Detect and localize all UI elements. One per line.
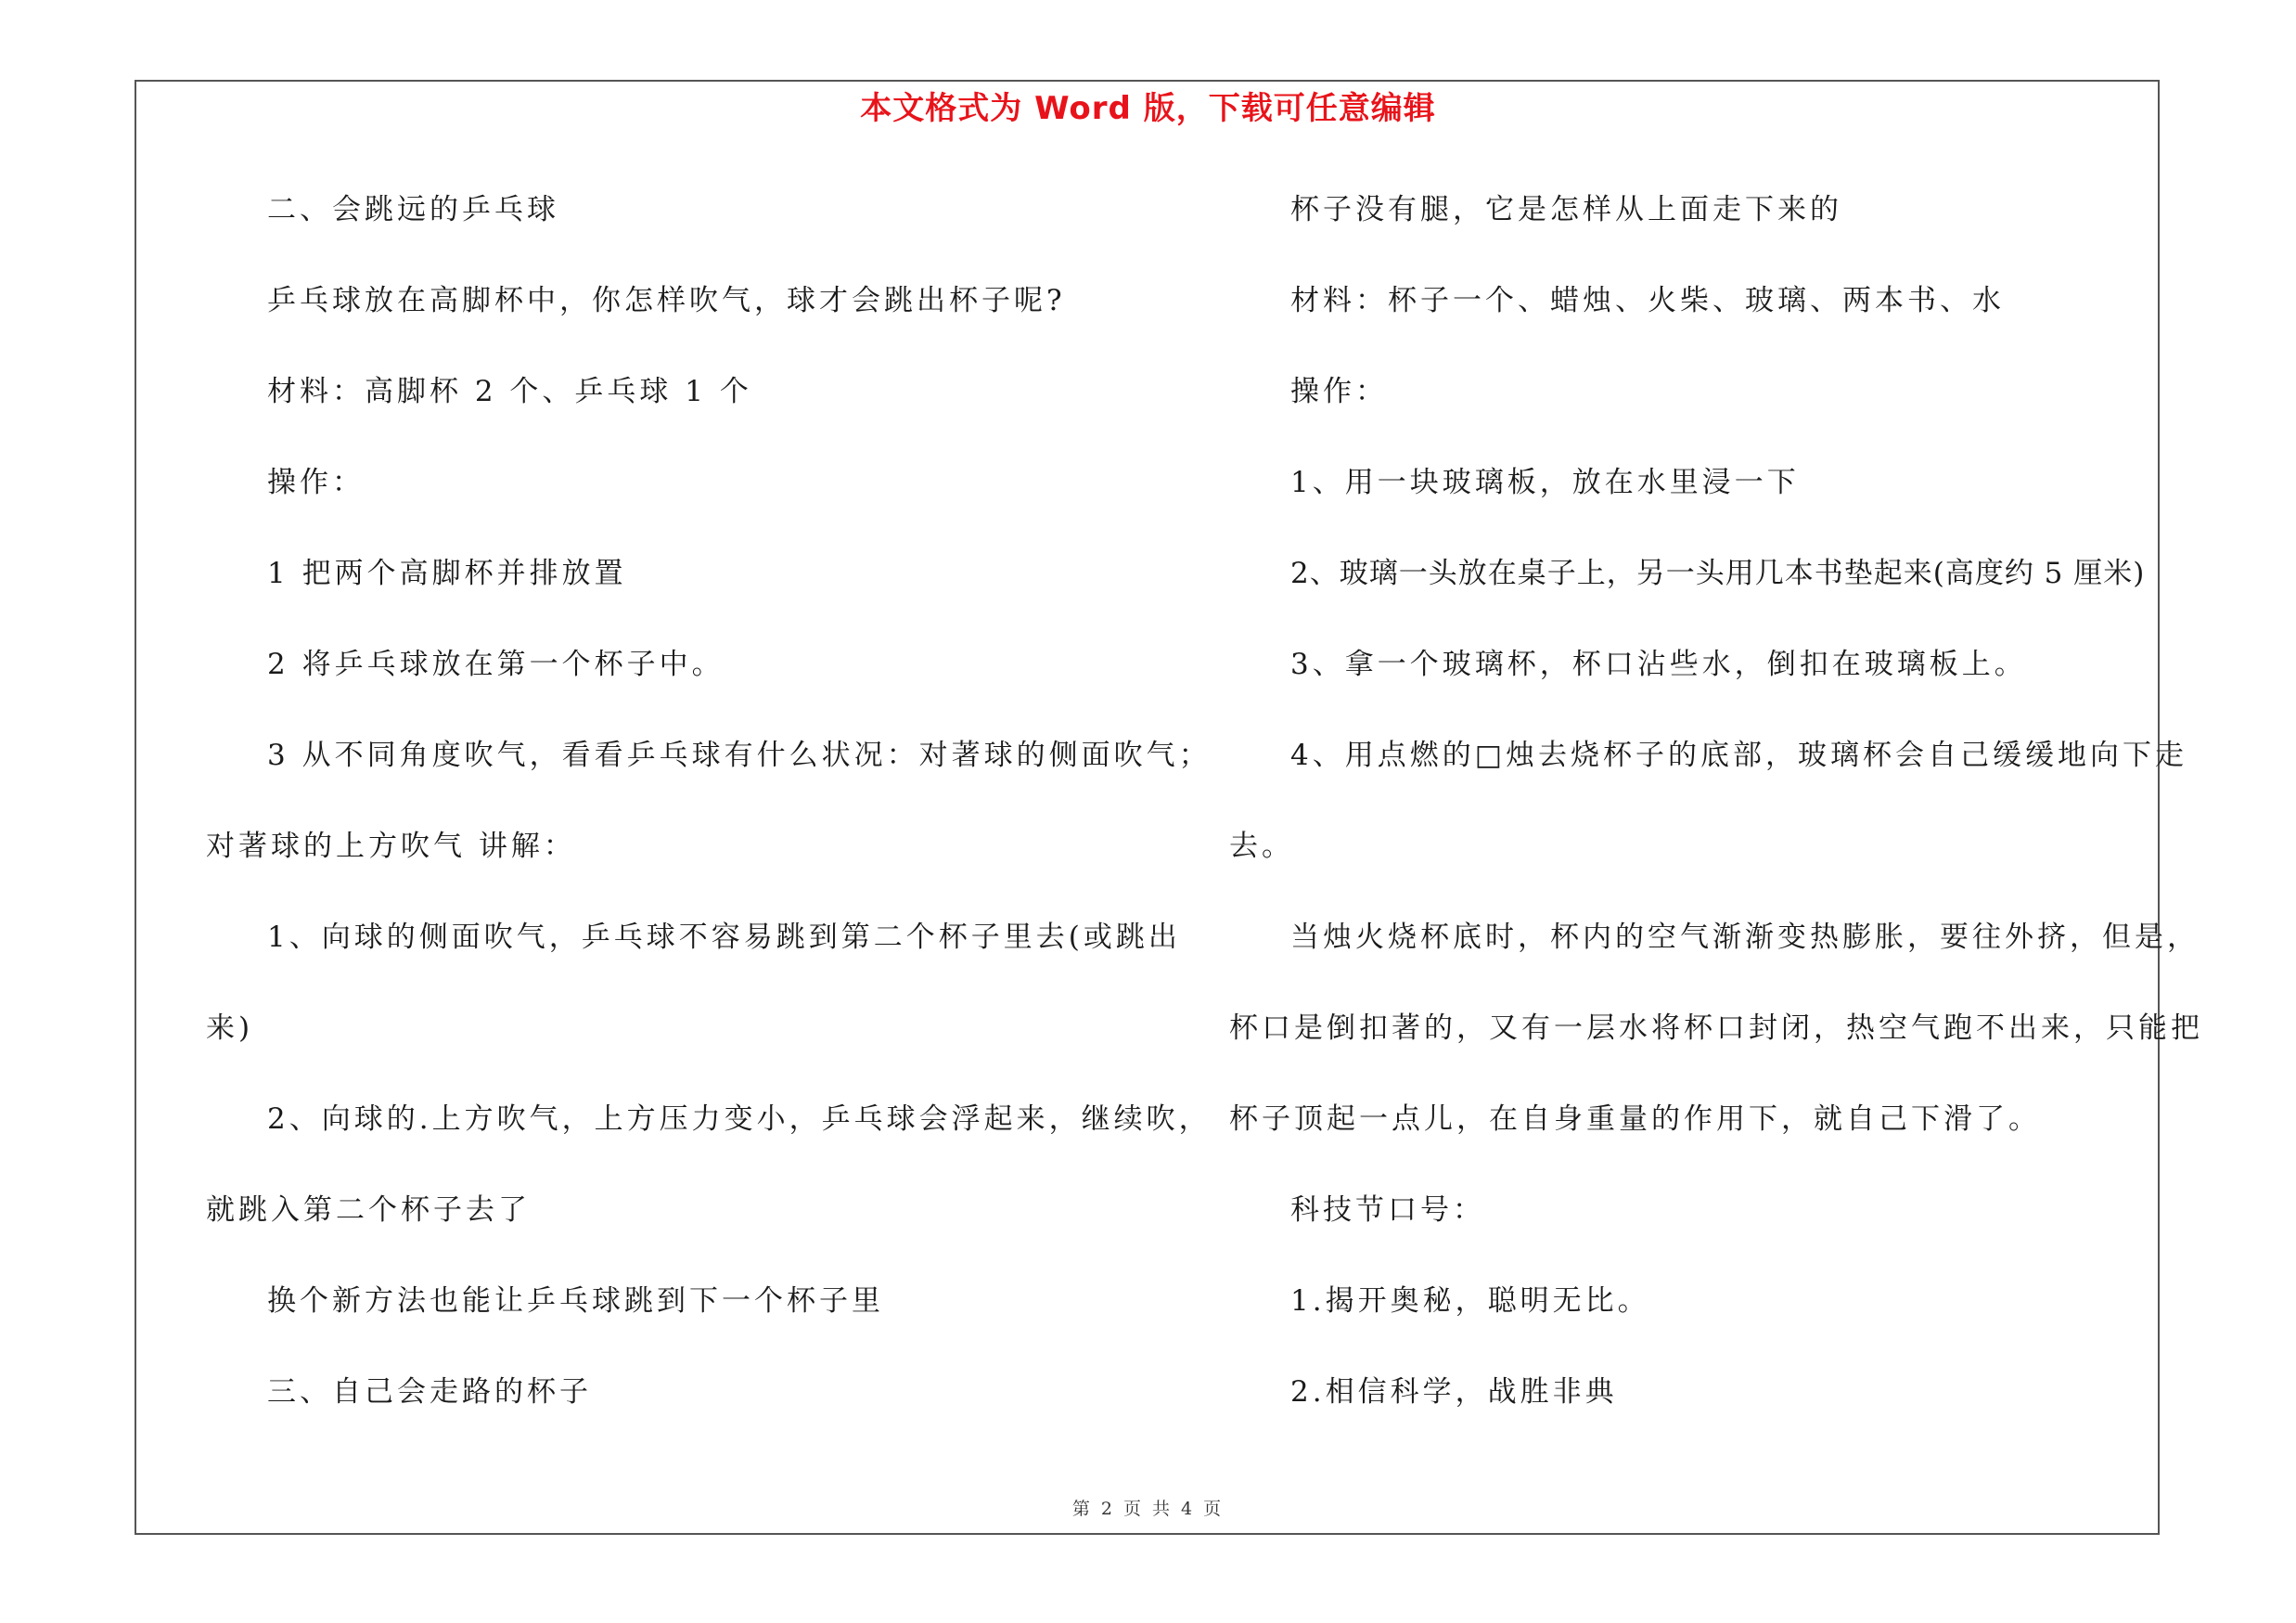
- step-line: 1、用一块玻璃板，放在水里浸一下: [1290, 466, 1800, 499]
- operation-label: 操作：: [267, 466, 365, 499]
- paragraph-line: 杯子没有腿，它是怎样从上面走下来的: [1290, 193, 1842, 226]
- explanation-line-continued: 就跳入第二个杯子去了: [206, 1193, 531, 1227]
- explanation-line: 2、向球的.上方吹气，上方压力变小，乒乓球会浮起来，继续吹，: [267, 1102, 1212, 1136]
- explanation-line: 当烛火烧杯底时，杯内的空气渐渐变热膨胀，要往外挤，但是，: [1290, 921, 2200, 954]
- slogan-heading: 科技节口号：: [1290, 1193, 1485, 1227]
- operation-label: 操作：: [1290, 375, 1388, 408]
- step-line: 2、玻璃一头放在桌子上，另一头用几本书垫起来(高度约 5 厘米): [1290, 557, 2146, 590]
- paragraph-line: 乒乓球放在高脚杯中，你怎样吹气，球才会跳出杯子呢?: [267, 284, 1066, 317]
- section-heading: 二、会跳远的乒乓球: [267, 193, 559, 226]
- explanation-line: 1、向球的侧面吹气，乒乓球不容易跳到第二个杯子里去(或跳出: [267, 921, 1181, 954]
- step-line: 1 把两个高脚杯并排放置: [267, 557, 627, 590]
- materials-line: 材料：杯子一个、蜡烛、火柴、玻璃、两本书、水: [1290, 284, 2005, 317]
- step-line: 2 将乒乓球放在第一个杯子中。: [267, 648, 725, 681]
- step-line-continued: 对著球的上方吹气 讲解：: [206, 830, 576, 863]
- slogan-line: 2.相信科学，战胜非典: [1290, 1375, 1618, 1409]
- slogan-line: 1.揭开奥秘，聪明无比。: [1290, 1284, 1650, 1318]
- page-number-footer: 第 2 页 共 4 页: [1071, 1499, 1225, 1519]
- explanation-line: 杯口是倒扣著的，又有一层水将杯口封闭，热空气跑不出来，只能把: [1229, 1011, 2203, 1045]
- step-line: 3、拿一个玻璃杯，杯口沾些水，倒扣在玻璃板上。: [1290, 648, 2027, 681]
- materials-line: 材料：高脚杯 2 个、乒乓球 1 个: [267, 375, 752, 408]
- step-line-continued: 去。: [1229, 830, 1294, 863]
- section-heading: 三、自己会走路的杯子: [267, 1375, 592, 1409]
- explanation-line-continued: 来): [206, 1011, 254, 1045]
- step-line: 3 从不同角度吹气，看看乒乓球有什么状况：对著球的侧面吹气；: [267, 739, 1212, 772]
- header-banner: 本文格式为 Word 版，下载可任意编辑: [860, 90, 1436, 127]
- paragraph-line: 换个新方法也能让乒乓球跳到下一个杯子里: [267, 1284, 884, 1318]
- explanation-line: 杯子顶起一点儿，在自身重量的作用下，就自己下滑了。: [1229, 1102, 2041, 1136]
- step-line: 4、用点燃的□烛去烧杯子的底部，玻璃杯会自己缓缓地向下走: [1290, 739, 2188, 772]
